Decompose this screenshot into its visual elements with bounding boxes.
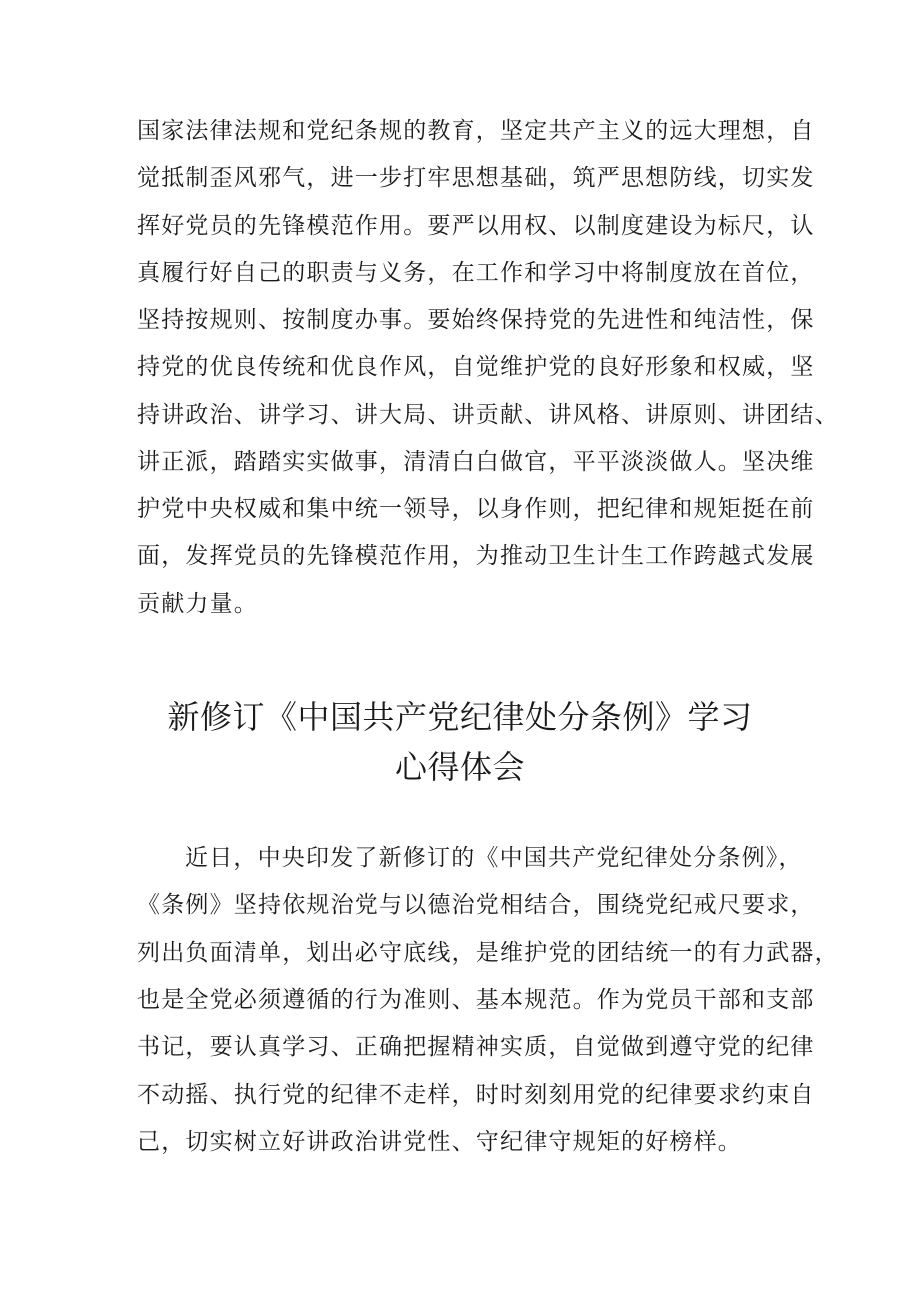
text-line: 不动摇、执行党的纪律不走样，时时刻刻用党的纪律要求约束自	[137, 1082, 815, 1108]
text-line: 书记，要认真学习、正确把握精神实质，自觉做到遵守党的纪律	[137, 1034, 815, 1060]
article-title-line-1: 新修订《中国共产党纪律处分条例》学习	[167, 698, 753, 736]
text-line: 《条例》坚持依规治党与以德治党相结合，围绕党纪戒尺要求，	[137, 892, 815, 918]
text-line: 讲正派，踏踏实实做事，清清白白做官，平平淡淡做人。坚决维	[137, 449, 815, 475]
text-line: 贡献力量。	[137, 591, 258, 617]
article-title-line-2: 心得体会	[394, 748, 525, 786]
text-line: 真履行好自己的职责与义务，在工作和学习中将制度放在首位，	[137, 260, 815, 286]
text-line: 持讲政治、讲学习、讲大局、讲贡献、讲风格、讲原则、讲团结、	[137, 402, 839, 428]
text-line: 觉抵制歪风邪气，进一步打牢思想基础，筑严思想防线，切实发	[137, 165, 815, 191]
text-line: 坚持按规则、按制度办事。要始终保持党的先进性和纯洁性，保	[137, 307, 815, 333]
text-line: 持党的优良传统和优良作风，自觉维护党的良好形象和权威，坚	[137, 354, 815, 380]
text-line: 列出负面清单，划出必守底线，是维护党的团结统一的有力武器，	[137, 940, 839, 966]
text-line: 也是全党必须遵循的行为准则、基本规范。作为党员干部和支部	[137, 987, 815, 1013]
text-line: 护党中央权威和集中统一领导，以身作则，把纪律和规矩挺在前	[137, 496, 815, 522]
text-line: 近日，中央印发了新修订的《中国共产党纪律处分条例》，	[185, 845, 803, 871]
text-line: 国家法律法规和党纪条规的教育，坚定共产主义的远大理想，自	[137, 118, 815, 144]
text-line: 面，发挥党员的先锋模范作用，为推动卫生计生工作跨越式发展	[137, 543, 815, 569]
text-line: 己，切实树立好讲政治讲党性、守纪律守规矩的好榜样。	[137, 1129, 742, 1155]
text-line: 挥好党员的先锋模范作用。要严以用权、以制度建设为标尺，认	[137, 213, 815, 239]
